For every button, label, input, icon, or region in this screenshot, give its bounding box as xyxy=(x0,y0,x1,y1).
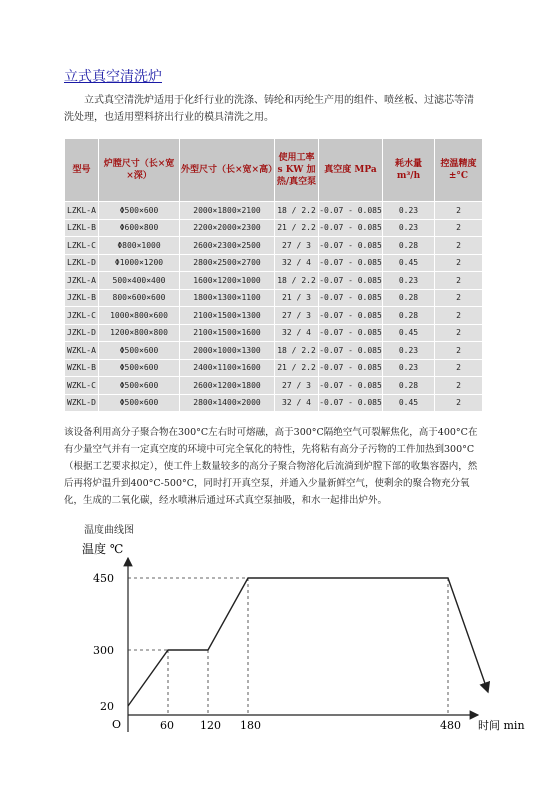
temperature-series-line xyxy=(128,578,488,706)
table-cell: 27 / 3 xyxy=(275,377,319,395)
table-cell: -0.07 - 0.085 xyxy=(319,359,383,377)
origin-label: O xyxy=(112,718,122,731)
table-cell: 2 xyxy=(435,272,483,290)
table-cell: 2 xyxy=(435,254,483,272)
table-cell: 2 xyxy=(435,289,483,307)
table-cell: 2 xyxy=(435,377,483,395)
table-cell: 1800×1300×1100 xyxy=(180,289,275,307)
column-header: 外型尺寸（长×宽×高） xyxy=(180,139,275,202)
table-cell: 0.28 xyxy=(383,237,435,255)
table-cell: -0.07 - 0.085 xyxy=(319,394,383,412)
table-cell: WZKL-D xyxy=(65,394,99,412)
y-tick-label: 20 xyxy=(100,700,114,713)
table-cell: 2600×2300×2500 xyxy=(180,237,275,255)
table-cell: 1600×1200×1000 xyxy=(180,272,275,290)
table-cell: 0.28 xyxy=(383,307,435,325)
table-header-row xyxy=(65,139,483,202)
y-tick-label: 300 xyxy=(93,644,114,657)
table-row xyxy=(65,342,483,360)
table-cell: Φ500×600 xyxy=(99,377,180,395)
table-cell: 800×600×600 xyxy=(99,289,180,307)
table-cell: -0.07 - 0.085 xyxy=(319,272,383,290)
table-cell: 0.45 xyxy=(383,394,435,412)
table-cell: 21 / 3 xyxy=(275,289,319,307)
table-cell: 0.45 xyxy=(383,254,435,272)
description-paragraph: 该设备利用高分子聚合物在300°C左右时可熔融，高于300°C隔绝空气可裂解焦化，高于400°C在有少量空气并有一定真空度的环境中可完全氧化的特性，先将粘有高分子污物的工件加热到300°C（根据工艺要求拟定），使工件上数量较多的高分子聚合物溶化后流淌到炉膛下部的收集容器内，然后再将炉温升到400°C-500°C，同时打开真空泵，并通入少量新鲜空气，使剩余的聚合物充分氧化，生成的二氧化碳，经水喷淋后通过环式真空泵抽吸，和水一起排出炉外。 xyxy=(64,427,478,506)
table-cell: 2 xyxy=(435,342,483,360)
column-header: 炉膛尺寸（长×宽×深） xyxy=(99,139,180,202)
table-row xyxy=(65,202,483,220)
table-row xyxy=(65,307,483,325)
table-row xyxy=(65,394,483,412)
table-cell: JZKL-D xyxy=(65,324,99,342)
table-cell: 27 / 3 xyxy=(275,237,319,255)
table-cell: 32 / 4 xyxy=(275,254,319,272)
table-cell: LZKL-B xyxy=(65,219,99,237)
table-cell: 27 / 3 xyxy=(275,307,319,325)
table-cell: 2800×2500×2700 xyxy=(180,254,275,272)
table-cell: 18 / 2.2 xyxy=(275,342,319,360)
table-cell: 2100×1500×1600 xyxy=(180,324,275,342)
table-cell: 2400×1100×1600 xyxy=(180,359,275,377)
table-cell: 2200×2000×2300 xyxy=(180,219,275,237)
table-cell: 1200×800×800 xyxy=(99,324,180,342)
spec-table xyxy=(64,138,483,412)
table-cell: JZKL-A xyxy=(65,272,99,290)
table-cell: -0.07 - 0.085 xyxy=(319,254,383,272)
column-header: 使用工率s KW 加热/真空泵 xyxy=(275,139,319,202)
column-header: 控温精度 ±°C xyxy=(435,139,483,202)
table-cell: LZKL-C xyxy=(65,237,99,255)
table-cell: 2100×1500×1300 xyxy=(180,307,275,325)
table-cell: 2800×1400×2000 xyxy=(180,394,275,412)
table-cell: 1000×800×600 xyxy=(99,307,180,325)
table-row xyxy=(65,324,483,342)
table-cell: Φ500×600 xyxy=(99,342,180,360)
table-cell: 2 xyxy=(435,307,483,325)
table-cell: -0.07 - 0.085 xyxy=(319,307,383,325)
table-cell: 18 / 2.2 xyxy=(275,202,319,220)
table-cell: 500×400×400 xyxy=(99,272,180,290)
table-row xyxy=(65,272,483,290)
y-axis-label: 温度 ℃ xyxy=(82,542,124,556)
y-tick-label: 450 xyxy=(93,572,114,585)
table-cell: 2 xyxy=(435,359,483,377)
column-header: 耗水量 m³/h xyxy=(383,139,435,202)
table-cell: 21 / 2.2 xyxy=(275,359,319,377)
table-cell: 0.45 xyxy=(383,324,435,342)
intro-paragraph: 立式真空清洗炉适用于化纤行业的洗涤、铸纶和丙纶生产用的组件、喷丝板、过滤芯等清洗处理，也适用塑料挤出行业的模具清洗之用。 xyxy=(64,95,474,123)
table-cell: 2 xyxy=(435,324,483,342)
x-tick-label: 60 xyxy=(160,719,174,732)
table-row xyxy=(65,289,483,307)
table-row xyxy=(65,237,483,255)
table-cell: 32 / 4 xyxy=(275,324,319,342)
table-cell: 0.28 xyxy=(383,377,435,395)
table-cell: Φ500×600 xyxy=(99,202,180,220)
table-cell: LZKL-D xyxy=(65,254,99,272)
table-row xyxy=(65,377,483,395)
table-cell: -0.07 - 0.085 xyxy=(319,324,383,342)
table-cell: 18 / 2.2 xyxy=(275,272,319,290)
table-cell: LZKL-A xyxy=(65,202,99,220)
table-cell: 0.23 xyxy=(383,219,435,237)
table-cell: -0.07 - 0.085 xyxy=(319,377,383,395)
x-tick-label: 180 xyxy=(240,719,261,732)
table-cell: 2600×1200×1800 xyxy=(180,377,275,395)
x-tick-label: 120 xyxy=(200,719,221,732)
table-cell: JZKL-B xyxy=(65,289,99,307)
table-cell: Φ800×1000 xyxy=(99,237,180,255)
table-cell: 0.28 xyxy=(383,289,435,307)
table-cell: 0.23 xyxy=(383,272,435,290)
chart-title: 温度曲线图 xyxy=(84,525,134,536)
temperature-chart xyxy=(0,530,550,786)
table-cell: Φ500×600 xyxy=(99,394,180,412)
table-cell: Φ600×800 xyxy=(99,219,180,237)
table-row xyxy=(65,254,483,272)
table-cell: 2 xyxy=(435,394,483,412)
table-cell: -0.07 - 0.085 xyxy=(319,289,383,307)
table-cell: -0.07 - 0.085 xyxy=(319,219,383,237)
table-cell: 32 / 4 xyxy=(275,394,319,412)
table-row xyxy=(65,219,483,237)
table-cell: -0.07 - 0.085 xyxy=(319,202,383,220)
column-header: 真空度 MPa xyxy=(319,139,383,202)
table-cell: 21 / 2.2 xyxy=(275,219,319,237)
table-cell: 2000×1800×2100 xyxy=(180,202,275,220)
page-title: 立式真空清洗炉 xyxy=(64,69,162,85)
table-cell: -0.07 - 0.085 xyxy=(319,237,383,255)
table-cell: 2 xyxy=(435,219,483,237)
table-cell: 0.23 xyxy=(383,359,435,377)
column-header: 型号 xyxy=(65,139,99,202)
table-cell: -0.07 - 0.085 xyxy=(319,342,383,360)
table-cell: WZKL-C xyxy=(65,377,99,395)
x-tick-label: 480 xyxy=(440,719,461,732)
table-cell: 0.23 xyxy=(383,342,435,360)
x-axis-label: 时间 min xyxy=(478,719,525,732)
table-cell: 2000×1000×1300 xyxy=(180,342,275,360)
table-cell: WZKL-B xyxy=(65,359,99,377)
table-cell: WZKL-A xyxy=(65,342,99,360)
table-cell: 2 xyxy=(435,202,483,220)
table-cell: 0.23 xyxy=(383,202,435,220)
table-cell: Φ500×600 xyxy=(99,359,180,377)
table-cell: JZKL-C xyxy=(65,307,99,325)
table-row xyxy=(65,359,483,377)
table-cell: 2 xyxy=(435,237,483,255)
table-cell: Φ1000×1200 xyxy=(99,254,180,272)
